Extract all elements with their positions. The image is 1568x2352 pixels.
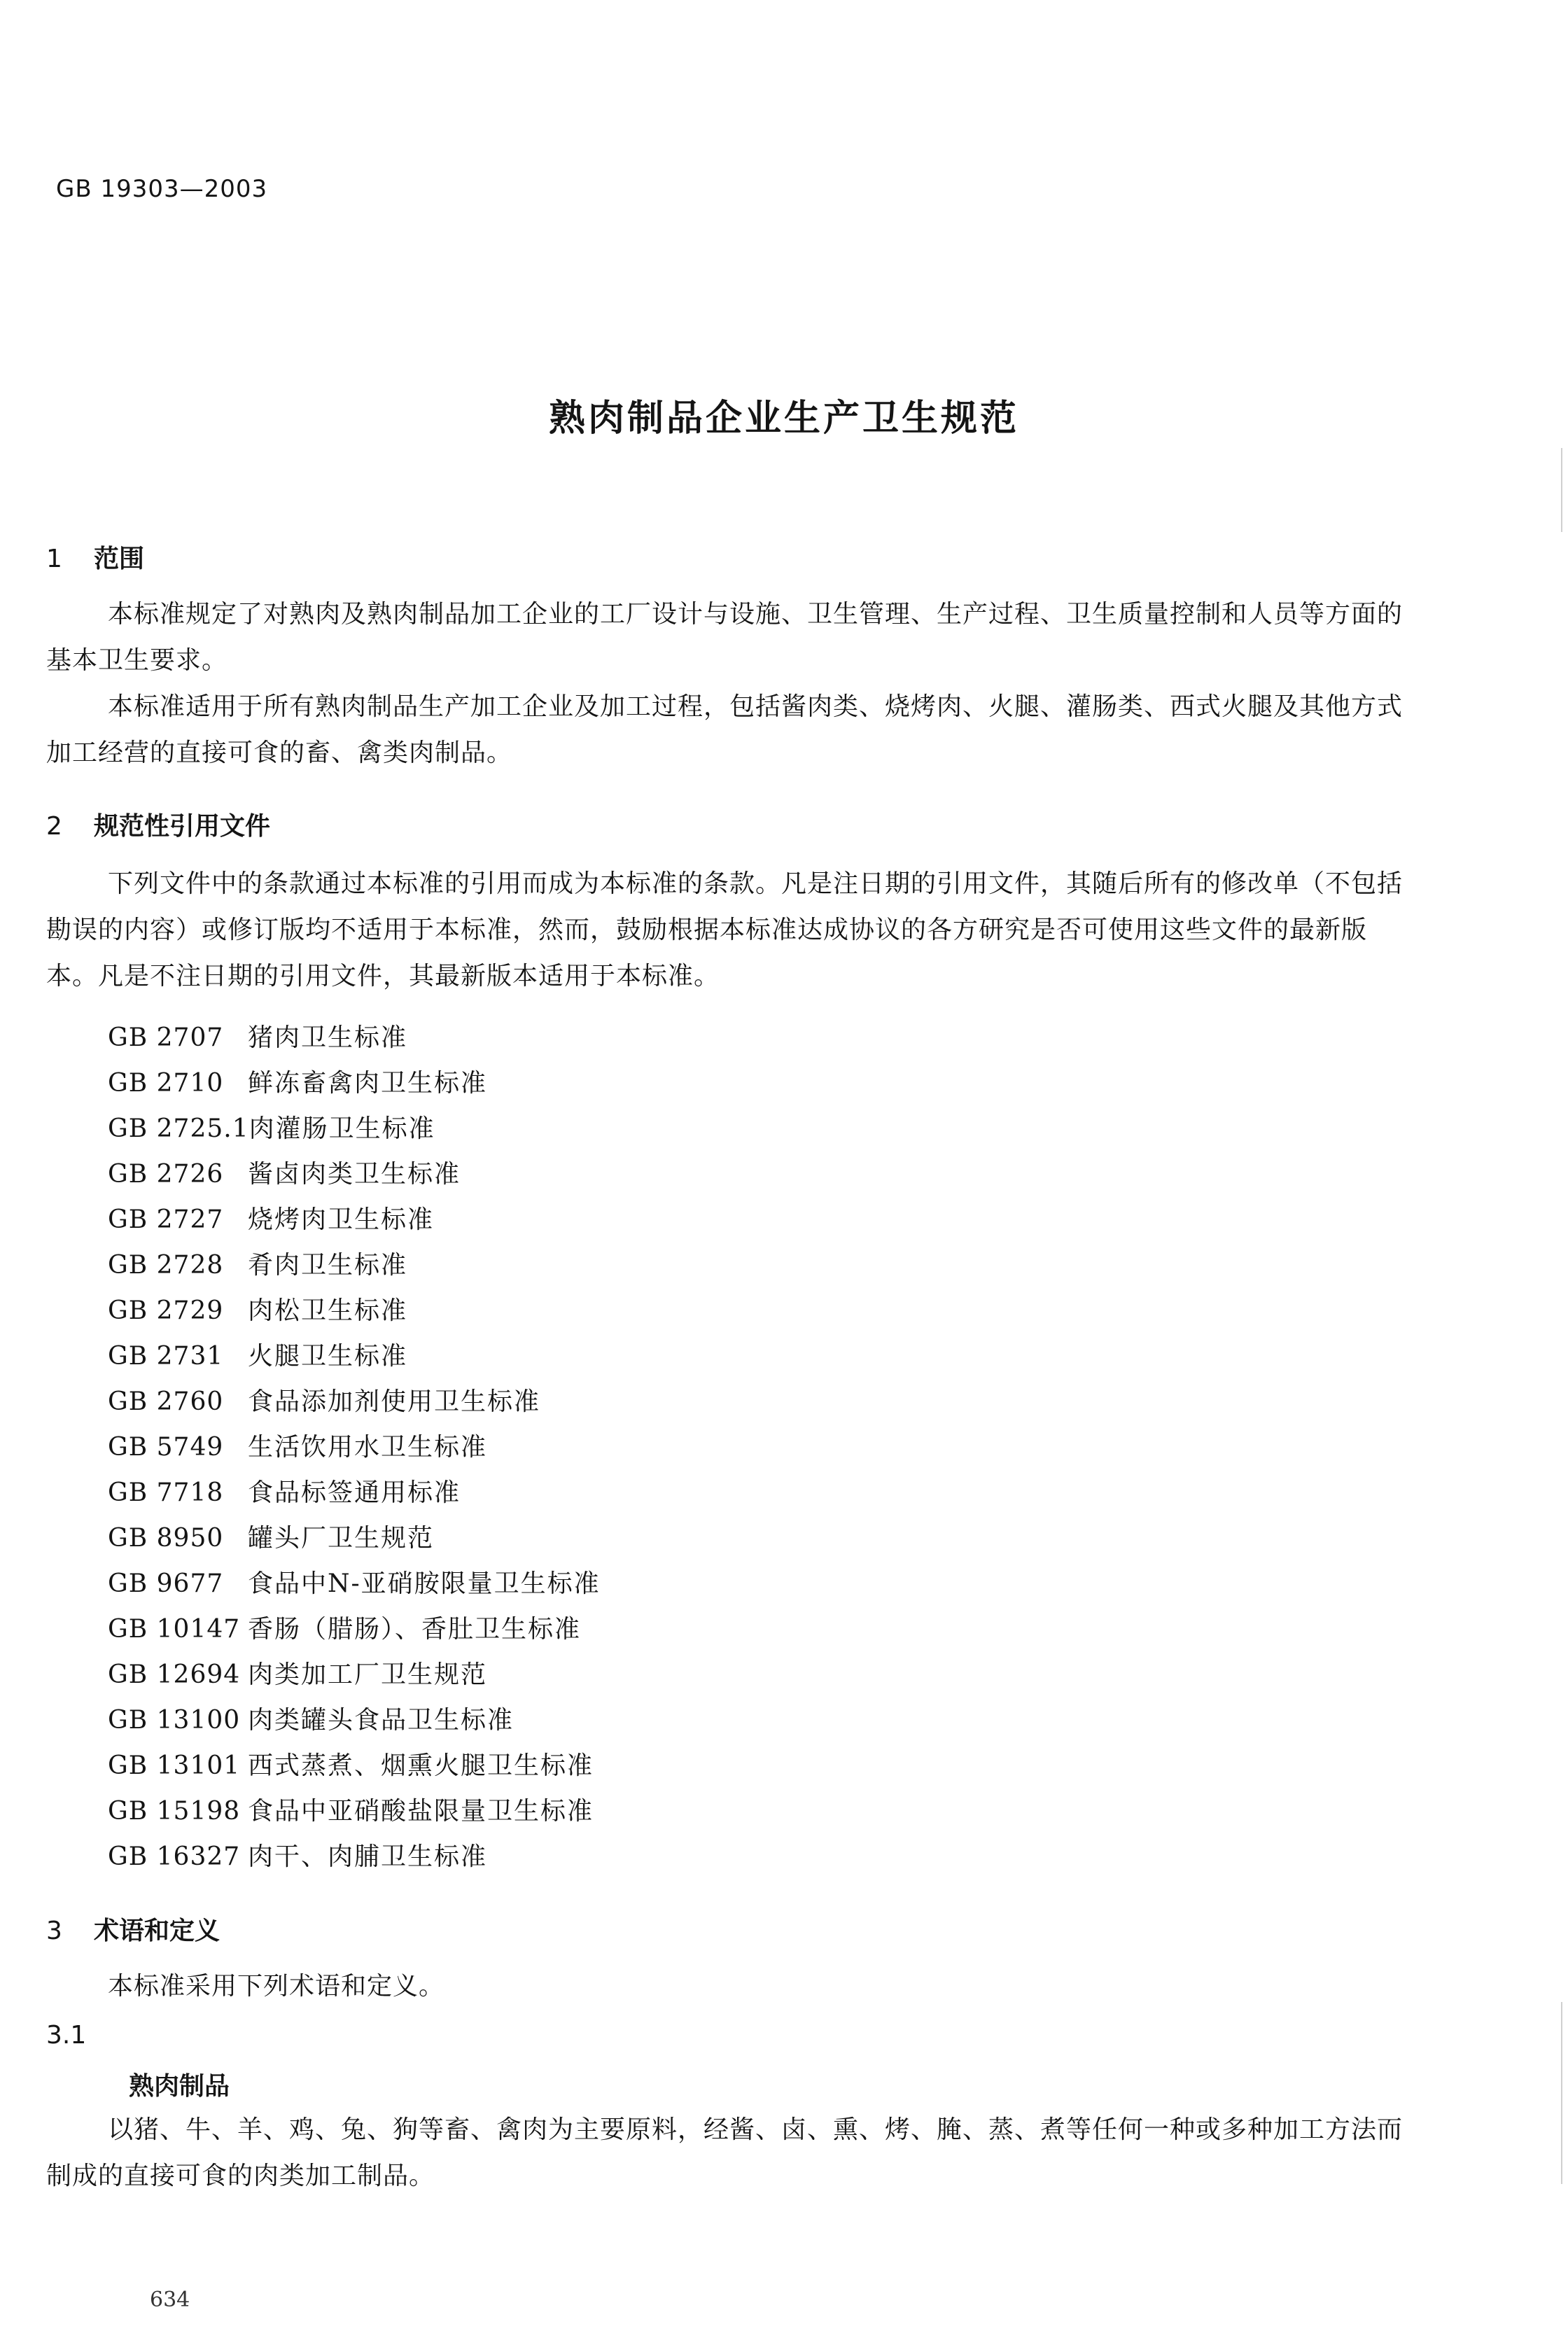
definition-number: 3.1 (46, 2021, 87, 2050)
reference-title: 食品标签通用标准 (248, 1478, 461, 1507)
reference-title: 食品中N-亚硝胺限量卫生标准 (248, 1569, 601, 1598)
list-item (108, 1334, 601, 1379)
scope-paragraph-1: 本标准规定了对熟肉及熟肉制品加工企业的工厂设计与设施、卫生管理、生产过程、卫生质量控制和人员等方面的基本卫生要求。 (46, 600, 1404, 675)
reference-code: GB 2727 (108, 1205, 224, 1234)
list-item (108, 1470, 601, 1516)
section-number: 3 (46, 1917, 62, 1945)
section-heading-scope (46, 539, 144, 575)
section-number: 1 (46, 545, 62, 573)
section-title: 规范性引用文件 (94, 812, 271, 841)
list-item (108, 1424, 601, 1470)
reference-code: GB 2726 (108, 1160, 224, 1189)
reference-title: 肉灌肠卫生标准 (248, 1114, 435, 1143)
section-number: 2 (46, 812, 62, 841)
reference-code: GB 8950 (108, 1524, 224, 1553)
reference-title: 食品中亚硝酸盐限量卫生标准 (248, 1797, 594, 1826)
section-heading-normative-references (46, 806, 270, 842)
reference-title: 火腿卫生标准 (248, 1342, 408, 1371)
reference-code: GB 13101 (108, 1751, 241, 1780)
reference-title: 酱卤肉类卫生标准 (248, 1160, 461, 1189)
list-item (108, 1516, 601, 1561)
references-intro-paragraph: 下列文件中的条款通过本标准的引用而成为本标准的条款。凡是注日期的引用文件，其随后所有的修改单（不包括勘误的内容）或修订版均不适用于本标准，然而，鼓励根据本标准达成协议的各方研究是否可使用这些文件的最新版本。凡是不注日期的引用文件，其最新版本适用于本标准。 (46, 869, 1404, 990)
reference-title: 肉松卫生标准 (248, 1296, 408, 1325)
reference-title: 肉类加工厂卫生规范 (248, 1660, 488, 1689)
reference-code: GB 2710 (108, 1069, 224, 1098)
list-item (108, 1242, 601, 1288)
list-item (108, 1652, 601, 1698)
list-item (108, 1015, 601, 1060)
reference-code: GB 9677 (108, 1569, 224, 1598)
reference-title: 肴肉卫生标准 (248, 1251, 408, 1280)
reference-code: GB 2729 (108, 1296, 224, 1325)
standard-code: GB 19303—2003 (56, 175, 268, 203)
reference-title: 烧烤肉卫生标准 (248, 1205, 435, 1234)
reference-title: 肉干、肉脯卫生标准 (248, 1842, 488, 1871)
reference-list (108, 1015, 601, 1879)
reference-code: GB 5749 (108, 1433, 224, 1462)
scope-paragraph-2: 本标准适用于所有熟肉制品生产加工企业及加工过程，包括酱肉类、烧烤肉、火腿、灌肠类、西式火腿及其他方式加工经营的直接可食的畜、禽类肉制品。 (46, 692, 1404, 767)
reference-code: GB 10147 (108, 1615, 241, 1644)
reference-title: 猪肉卫生标准 (248, 1023, 408, 1052)
list-item (108, 1561, 601, 1606)
list-item (108, 1606, 601, 1652)
reference-code: GB 2760 (108, 1387, 224, 1416)
reference-code: GB 7718 (108, 1478, 224, 1507)
list-item (108, 1288, 601, 1334)
reference-title: 生活饮用水卫生标准 (248, 1433, 488, 1462)
terms-intro-paragraph: 本标准采用下列术语和定义。 (108, 1972, 445, 2001)
reference-code: GB 2725.1 (108, 1114, 249, 1143)
reference-title: 肉类罐头食品卫生标准 (248, 1706, 514, 1735)
list-item (108, 1152, 601, 1197)
list-item (108, 1743, 601, 1788)
reference-code: GB 2728 (108, 1251, 224, 1280)
reference-code: GB 2707 (108, 1023, 224, 1052)
scan-artifact (1561, 2002, 1562, 2184)
list-item (108, 1379, 601, 1424)
list-item (108, 1834, 601, 1879)
reference-title: 西式蒸煮、烟熏火腿卫生标准 (248, 1751, 594, 1780)
reference-code: GB 13100 (108, 1706, 241, 1735)
reference-title: 罐头厂卫生规范 (248, 1524, 435, 1553)
section-title: 范围 (94, 545, 145, 573)
reference-title: 香肠（腊肠）、香肚卫生标准 (248, 1615, 582, 1644)
page-title: 熟肉制品企业生产卫生规范 (548, 398, 1019, 440)
reference-code: GB 2731 (108, 1342, 224, 1371)
section-heading-terms-definitions (46, 1911, 220, 1947)
reference-code: GB 15198 (108, 1797, 241, 1826)
definition-text: 以猪、牛、羊、鸡、兔、狗等畜、禽肉为主要原料，经酱、卤、熏、烤、腌、蒸、煮等任何一种或多种加工方法而制成的直接可食的肉类加工制品。 (46, 2115, 1404, 2190)
list-item (108, 1698, 601, 1743)
list-item (108, 1197, 601, 1242)
list-item (108, 1106, 601, 1152)
reference-title: 鲜冻畜禽肉卫生标准 (248, 1069, 488, 1098)
definition-term: 熟肉制品 (129, 2072, 230, 2101)
reference-title: 食品添加剂使用卫生标准 (248, 1387, 541, 1416)
section-title: 术语和定义 (94, 1917, 220, 1945)
scan-artifact (1561, 448, 1562, 532)
reference-code: GB 12694 (108, 1660, 241, 1689)
reference-code: GB 16327 (108, 1842, 241, 1871)
page-number: 634 (150, 2288, 190, 2312)
list-item (108, 1788, 601, 1834)
list-item (108, 1060, 601, 1106)
